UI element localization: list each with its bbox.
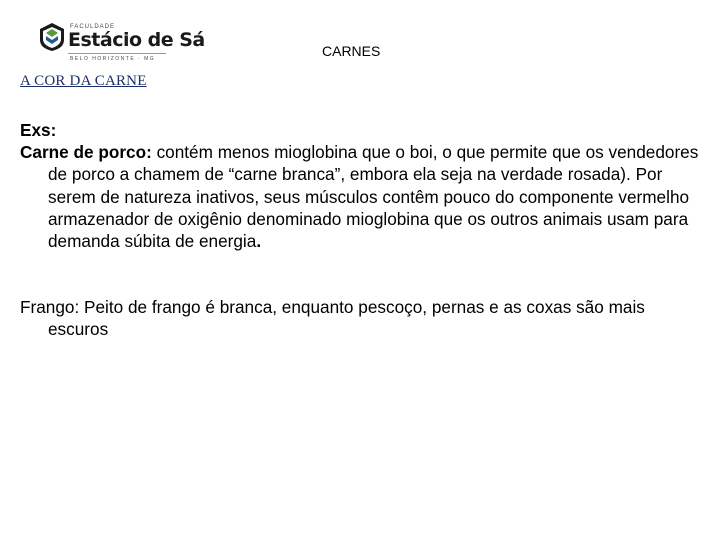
pork-label: Carne de porco: xyxy=(20,142,152,163)
section-link-cor-da-carne[interactable]: A COR DA CARNE xyxy=(20,73,147,89)
pork-text: contém menos mioglobina que o boi, o que permite que os vendedores de porco a chamem de “carne branca”, embora ela seja na verdade rosada). Por serem de natureza inativos, seus músculos contêm pouco do componente vermelho armazenador de oxigênio denominado mioglobina que os outros animais usam para demanda súbita de energia xyxy=(48,142,699,252)
pork-end: . xyxy=(256,231,262,252)
logo-wordmark xyxy=(68,22,205,68)
slide-body xyxy=(20,119,700,341)
faculdade-estacio-logo xyxy=(38,22,205,68)
paragraph-spacer xyxy=(20,252,700,296)
chicken-paragraph: Frango: Peito de frango é branca, enquanto pescoço, pernas e as coxas são mais escuros xyxy=(20,297,645,340)
logo-faculdade-text: FACULDADE xyxy=(70,24,116,30)
pork-paragraph xyxy=(20,141,700,252)
logo-emblem-icon xyxy=(38,22,66,52)
examples-label: Exs: xyxy=(20,120,57,140)
logo-location-text: BELO HORIZONTE · MG xyxy=(70,56,156,62)
logo-name-text: Estácio de Sá xyxy=(68,29,205,51)
logo-divider xyxy=(68,53,166,54)
slide-title: CARNES xyxy=(322,43,381,59)
